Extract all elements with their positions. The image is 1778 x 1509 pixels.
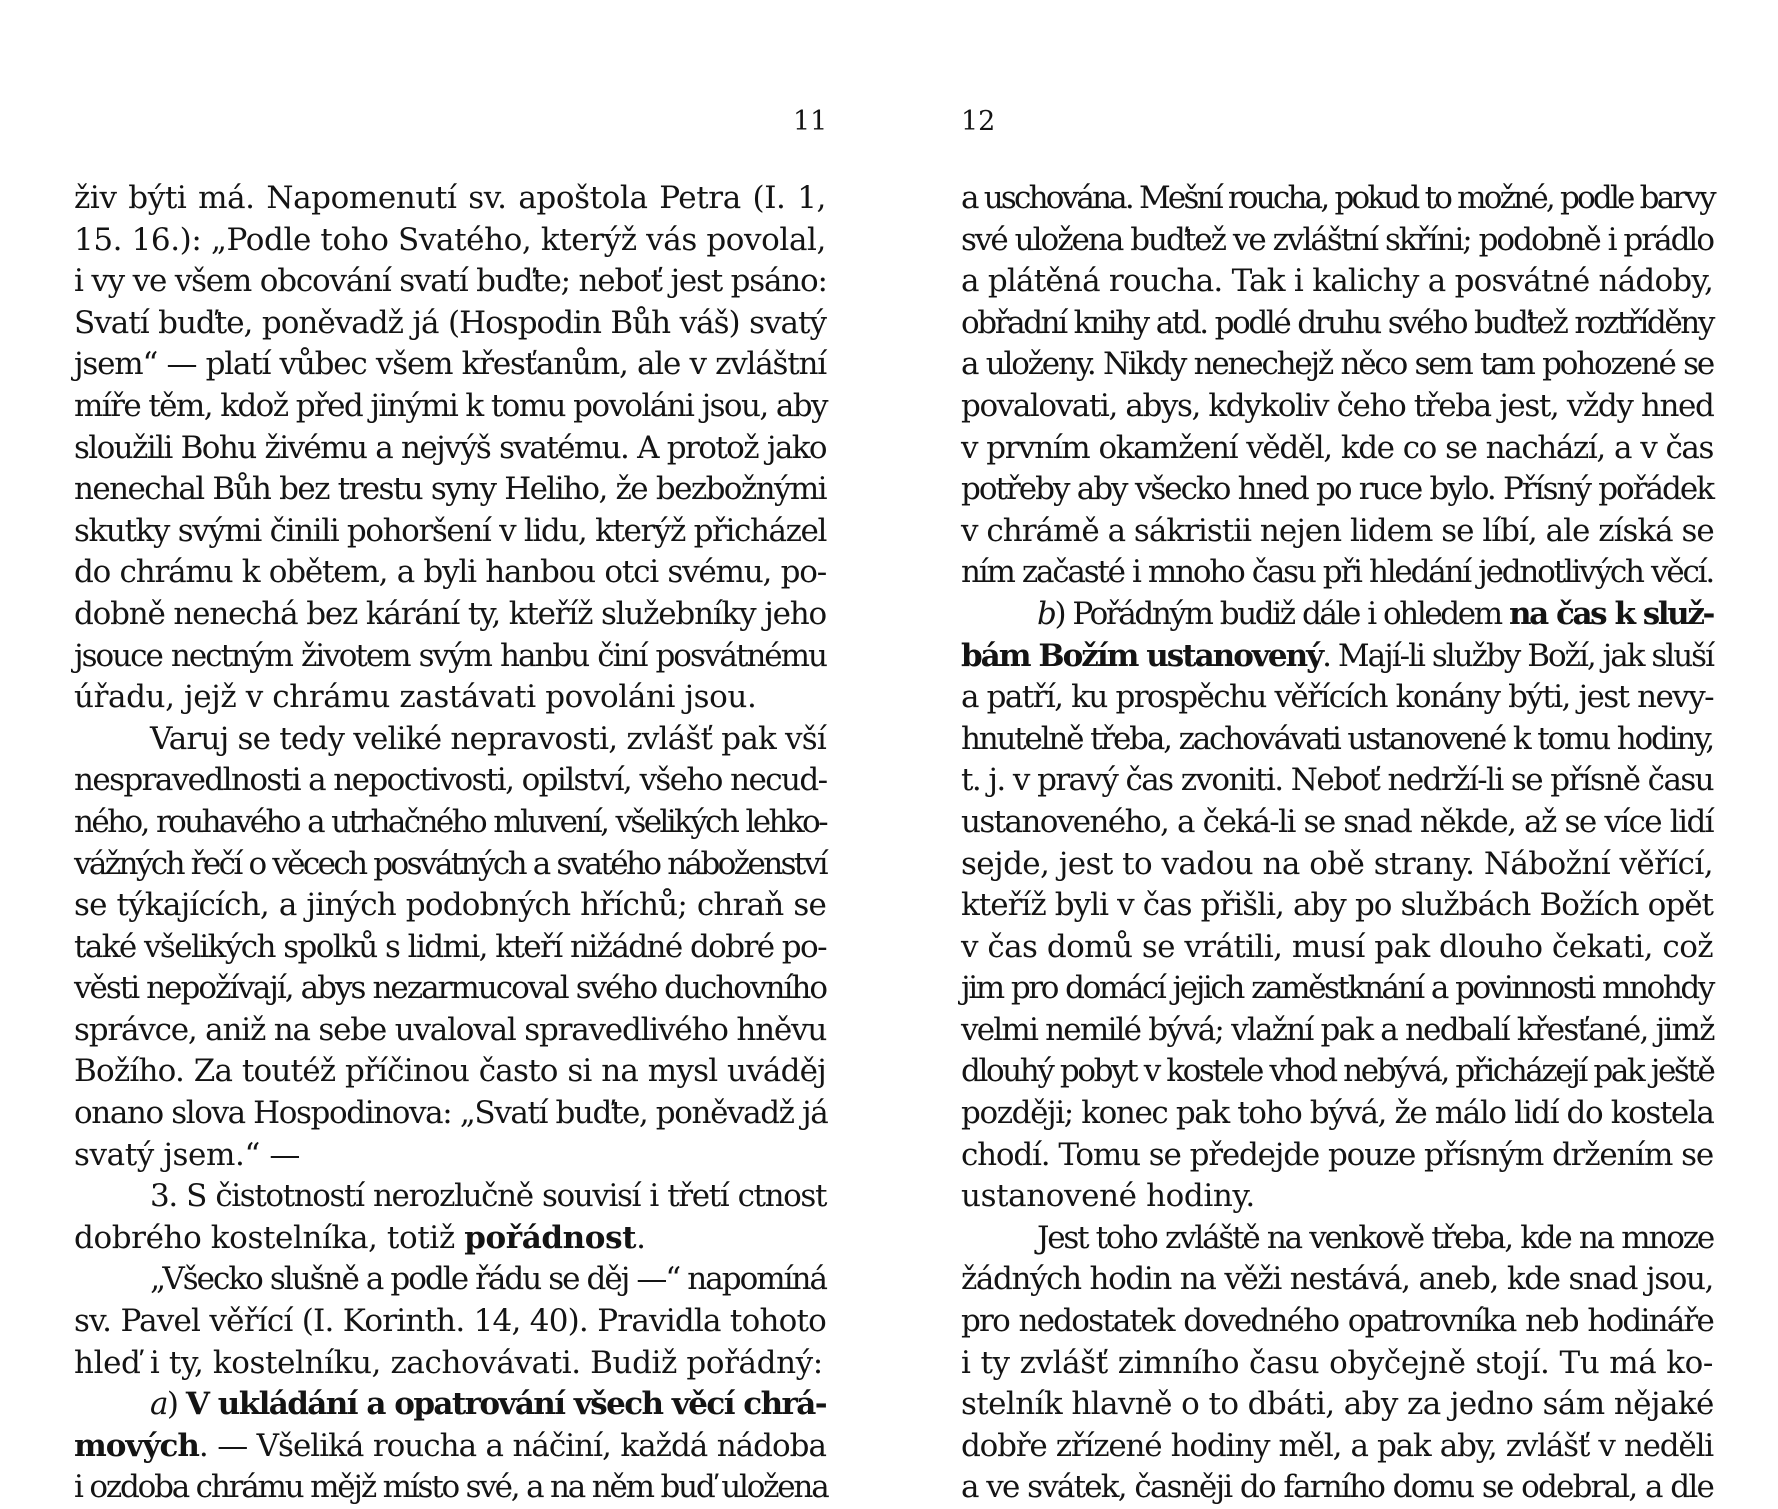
text-line [74,511,826,553]
text-segment: ného, rouhavého a utrhačného mluvení, všelikých lehko- [74,803,826,840]
text-segment: ) Pořádným budiž dále i ohledem [1054,595,1509,632]
text-segment: sloužili Bohu živému a nejvýš svatému. A protož jako [74,429,826,466]
text-segment: velmi nemilé bývá; vlažní pak a nedbalí křesťané, jimž [961,1011,1714,1048]
text-line [961,1426,1713,1468]
text-line [961,303,1713,345]
page-number: 12 [961,106,996,137]
text-line [961,968,1713,1010]
text-line [961,469,1713,511]
text-segment: stelník hlavně o to dbáti, aby za jedno sám nějaké [961,1386,1714,1423]
text-line [961,386,1713,428]
italic-text: a [150,1386,167,1423]
text-segment: t. j. v pravý čas zvoniti. Neboť nedrží-li se přísně času [961,762,1713,799]
text-segment: sejde, jest to vadou na obě strany. Nábožní věřící, [961,845,1713,882]
text-segment: také všelikých spolků s lidmi, kteří nižádné dobré po- [74,928,826,965]
text-segment: potřeby aby všecko hned po ruce bylo. Přísný pořádek [961,471,1713,508]
text-line [961,1218,1713,1260]
text-line [74,885,826,927]
text-segment: 15. 16.): „Podle toho Svatého, kterýž vás povolal, [74,221,826,258]
text-line [74,719,826,761]
text-segment: svatý jsem.“ — [74,1136,300,1173]
text-line [961,428,1713,470]
text-line [961,511,1713,553]
text-line [74,220,826,262]
text-segment: později; konec pak toho bývá, že málo lidí do kostela [961,1095,1714,1132]
text-segment: dobně nenechá bez kárání ty, kteříž služebníky jeho [74,595,826,632]
text-segment: ustanoveného, a čeká-li se snad někde, až se více lidí [961,803,1713,840]
bold-text: mových [74,1427,199,1464]
text-segment: vážných řečí o věcech posvátných a svatého náboženství [74,845,826,882]
text-segment: a uloženy. Nikdy nenechejž něco sem tam pohozené se [961,346,1713,383]
text-line [74,261,826,303]
text-segment: jsem“ — platí vůbec všem křesťanům, ale v zvláštní [74,346,826,383]
text-segment: jsouce nectným životem svým hanbu činí posvátnému [74,637,826,674]
text-segment: nespravedlnosti a nepoctivosti, opilství, všeho necud- [74,762,827,799]
text-line [74,1426,826,1468]
text-line [961,1259,1713,1301]
text-segment: míře těm, kdož před jinými k tomu povoláni jsou, aby [74,387,827,424]
text-line [74,1218,826,1260]
text-line [961,1135,1713,1177]
text-line [961,760,1713,802]
text-line [74,802,826,844]
text-segment: „Všecko slušně a podle řádu se děj —“ napomíná [150,1261,826,1298]
text-line [961,1467,1713,1509]
text-segment: dobře zřízené hodiny měl, a pak aby, zvlášť v neděli [961,1427,1713,1464]
text-segment: Jest toho zvláště na venkově třeba, kde na mnoze [1037,1219,1713,1256]
text-segment: a ve svátek, časněji do farního domu se odebral, a dle [961,1469,1713,1506]
text-segment: i vy ve všem obcování svatí buďte; neboť jest psáno: [74,263,827,300]
text-segment: nenechal Bůh bez trestu syny Heliho, že bezbožnými [74,471,826,508]
text-segment: ustanovené hodiny. [961,1178,1255,1215]
text-line [961,677,1713,719]
text-line [74,1176,826,1218]
text-line [961,1301,1713,1343]
text-line [961,1384,1713,1426]
text-segment: dobrého kostelníka, totiž [74,1219,465,1256]
text-segment: kteříž byli v čas přišli, aby po službách Božích opět [961,887,1713,924]
text-segment: a uschována. Mešní roucha, pokud to možné, podle barvy [961,180,1714,216]
text-line [74,1093,826,1135]
text-line [961,220,1713,262]
italic-text: b [1037,595,1055,632]
text-segment: 3. S čistotností nerozlučně souvisí i třetí ctnost [150,1178,826,1215]
text-segment: se týkajících, a jiných podobných hříchů; chraň se [74,887,826,924]
text-line [74,178,826,220]
text-segment: v čas domů se vrátili, musí pak dlouho čekati, což [961,928,1713,965]
text-segment: hleď i ty, kostelníku, zachovávati. Budiž pořádný: [74,1344,823,1381]
text-line [74,760,826,802]
text-segment: dlouhý pobyt v kostele vhod nebývá, přicházejí pak ještě [961,1053,1714,1090]
text-line [74,1343,826,1385]
text-line [74,1384,826,1426]
text-segment: skutky svými činili pohoršení v lidu, kterýž přicházel [74,512,826,549]
text-line [74,968,826,1010]
text-segment: chodí. Tomu se předejde pouze přísným držením se [961,1136,1713,1173]
text-segment: a plátěná roucha. Tak i kalichy a posvátné nádoby, [961,263,1713,300]
text-segment: povalovati, abys, kdykoliv čeho třeba jest, vždy hned [961,387,1714,424]
text-segment: i ozdoba chrámu mějž místo své, a na něm buď uložena [74,1469,828,1506]
text-line [74,1259,826,1301]
text-line [961,719,1713,761]
text-line [74,303,826,345]
text-segment: úřadu, jejž v chrámu zastávati povoláni jsou. [74,679,757,716]
text-line [961,885,1713,927]
text-segment: pro nedostatek dovedného opatrovníka neb hodináře [961,1303,1713,1340]
text-line [961,344,1713,386]
text-segment: . Mají-li služby Boží, jak sluší [1322,637,1713,674]
bold-text: pořádnost [464,1219,637,1256]
text-line [961,636,1713,678]
text-line [74,344,826,386]
text-line [961,1176,1713,1218]
text-line [74,636,826,678]
text-line [961,1051,1713,1093]
text-line [961,1010,1713,1052]
text-line [74,1051,826,1093]
page-number: 11 [793,106,828,137]
left-page [0,0,889,1506]
text-line [74,1010,826,1052]
text-segment: žádných hodin na věži nestává, aneb, kde snad jsou, [961,1261,1713,1298]
text-line [74,428,826,470]
text-segment: do chrámu k obětem, a byli hanbou otci svému, po- [74,554,826,591]
text-segment: obřadní knihy atd. podlé druhu svého buďtež roztříděny [961,304,1713,341]
text-line [961,844,1713,886]
text-segment: onano slova Hospodinova: „Svatí buďte, poněvadž já [74,1095,828,1132]
text-line [961,1343,1713,1385]
bold-text: na čas k služ- [1508,595,1713,632]
text-segment: sv. Pavel věřící (I. Korinth. 14, 40). Pravidla tohoto [74,1303,826,1340]
text-line [74,386,826,428]
text-segment: živ býti má. Napomenutí sv. apoštola Petra (I. 1, [74,180,826,216]
text-line [961,927,1713,969]
text-line [961,552,1713,594]
right-page [889,0,1778,1506]
text-segment: ) [166,1386,186,1423]
text-line [961,594,1713,636]
page-text [961,178,1713,1509]
bold-text: bám Božím ustanovený [961,637,1323,674]
text-segment: Božího. Za toutéž příčinou často si na mysl uváděj [74,1053,826,1090]
text-segment: a patří, ku prospěchu věřících konány býti, jest nevy- [961,679,1713,716]
page-text [74,178,826,1509]
text-line [74,927,826,969]
text-line [961,178,1713,220]
text-segment: správce, aniž na sebe uvaloval spravedlivého hněvu [74,1011,827,1048]
text-segment: . — Všeliká roucha a náčiní, každá nádoba [198,1427,826,1464]
bold-text: V ukládání a opatrování všech věcí chrá- [185,1386,826,1423]
text-line [961,261,1713,303]
text-segment: v prvním okamžení věděl, kde co se nachází, a v čas [961,429,1713,466]
text-line [74,1135,826,1177]
text-segment: Svatí buďte, poněvadž já (Hospodin Bůh váš) svatý [74,304,826,341]
text-segment: hnutelně třeba, zachovávati ustanovené k tomu hodiny, [961,720,1713,757]
text-line [74,677,826,719]
text-segment: . [636,1219,646,1256]
text-line [961,802,1713,844]
text-segment: Varuj se tedy veliké nepravosti, zvlášť pak vší [150,720,826,757]
text-segment: ním začasté i mnoho času při hledání jednotlivých věcí. [961,554,1713,591]
text-segment: věsti nepožívají, abys nezarmucoval svého duchovního [74,970,826,1007]
text-segment: jim pro domácí jejich zaměstknání a povinnosti mnohdy [961,970,1713,1007]
text-line [74,844,826,886]
text-line [74,594,826,636]
text-line [74,1301,826,1343]
text-segment: své uložena buďtež ve zvláštní skříni; podobně i prádlo [961,221,1713,258]
text-segment: v chrámě a sákristii nejen lidem se líbí, ale získá se [961,512,1714,549]
text-segment: i ty zvlášť zimního času obyčejně stojí. Tu má ko- [961,1344,1713,1381]
text-line [74,1467,826,1509]
text-line [74,469,826,511]
text-line [74,552,826,594]
text-line [961,1093,1713,1135]
